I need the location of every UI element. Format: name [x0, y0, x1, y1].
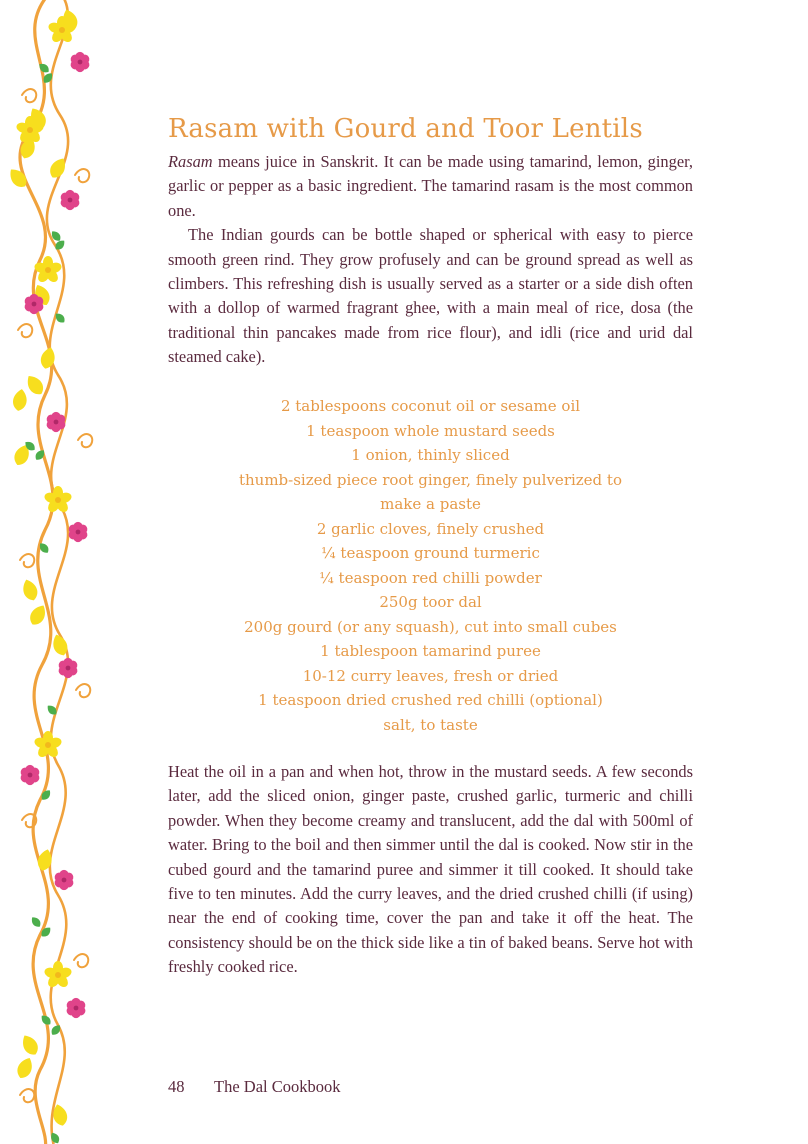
ingredient-text: ¼ teaspoon ground turmeric [321, 544, 540, 562]
method-text: Heat the oil in a pan and when hot, throw in the mustard seeds. A few seconds later, add the sliced onion, ginger paste, crushed garlic, turmeric and chilli powder. When they become creamy and translucent, add the dal with 500ml of water. Bring to the boil and then simmer until the dal is cooked. Now stir in the cubed gourd and the tamarind puree and simmer it till cooked. It should take five to ten minutes. Add the curry leaves, and the dried crushed chilli (if using) near the end of cooking time, cover the pan and take it off the heat. The consistency should be on the thick side like a tin of baked beans. Serve hot with freshly cooked rice. [168, 762, 693, 977]
vine-tendril [18, 324, 32, 337]
vine-tendril [74, 954, 88, 967]
ingredient-item [168, 590, 693, 615]
ingredient-item [168, 615, 693, 640]
ingredient-text: ¼ teaspoon red chilli powder [319, 568, 542, 587]
ingredient-item [168, 664, 693, 689]
pink-flower-icon [65, 998, 87, 1018]
vine-tendril [75, 169, 89, 182]
intro-paragraph-2: The Indian gourds can be bottle shaped or spherical with easy to pierce smooth green rind. They grow profusely and can be ground spread as well as climbers. This refreshing dish is usually served as a starter or a side dish often with a dollop of warmed fragrant ghee, with a main meal of rice, dosa (the traditional thin pancakes made from rice flour), and idli (rice and urid dal steamed cake). [168, 225, 693, 367]
yellow-flower-icon [43, 961, 73, 989]
intro-lead-word: Rasam [168, 152, 213, 171]
pink-flower-icon [57, 658, 79, 678]
page-footer [168, 1077, 340, 1097]
ingredient-text: 250g toor dal [379, 593, 482, 611]
ingredient-text: 1 tablespoon tamarind puree [320, 642, 541, 660]
yellow-flower-icon [43, 486, 73, 514]
yellow-petal-icon [6, 165, 30, 191]
green-leaf-icon [29, 915, 42, 929]
ingredient-text: 1 teaspoon dried crushed red chilli (optional) [258, 691, 603, 709]
yellow-petal-icon [11, 388, 28, 412]
ingredient-item [168, 688, 693, 713]
ingredient-item [168, 639, 693, 664]
yellow-petal-icon [14, 1055, 36, 1081]
intro-paragraph-1 [168, 150, 693, 223]
pink-flower-icon [53, 870, 75, 890]
vine-tendril [20, 554, 34, 567]
ingredient-text: 10-12 curry leaves, fresh or dried [302, 666, 559, 685]
vine-tendril [76, 684, 90, 697]
intro-text [168, 150, 693, 370]
ingredient-text: 2 tablespoons coconut oil or sesame oil [280, 397, 581, 415]
ingredient-text: salt, to taste [383, 715, 478, 734]
page-number: 48 [168, 1077, 185, 1096]
ingredient-item [168, 443, 693, 468]
yellow-petal-icon [19, 1032, 42, 1058]
intro-paragraph-1-text: means juice in Sanskrit. It can be made using tamarind, lemon, ginger, garlic or pepper as a basic ingredient. The tamarind rasam is the most common one. [168, 152, 693, 220]
ingredient-item [168, 517, 693, 542]
ingredient-item [168, 566, 693, 591]
pink-flower-icon [67, 522, 89, 542]
ingredient-text: 200g gourd (or any squash), cut into small cubes [244, 617, 617, 636]
yellow-petal-icon [23, 372, 47, 398]
ingredient-text: thumb-sized piece root ginger, finely pulverized to make a paste [238, 470, 622, 513]
ingredient-list [168, 394, 693, 737]
ingredient-item [168, 394, 693, 419]
ingredient-text: 2 garlic cloves, finely crushed [316, 519, 545, 538]
yellow-flower-icon [33, 256, 63, 284]
vine-tendril [22, 89, 36, 102]
page-title: Rasam with Gourd and Toor Lentils [168, 114, 643, 144]
ingredient-item [168, 419, 693, 444]
ingredient-item [168, 713, 693, 738]
yellow-petal-icon [20, 577, 40, 602]
vine-tendril [20, 1089, 34, 1102]
pink-flower-icon [69, 52, 91, 72]
ingredient-text: 1 teaspoon whole mustard seeds [306, 421, 555, 440]
ingredient-item [168, 468, 693, 517]
vine-tendril [78, 434, 92, 447]
ingredient-item [168, 541, 693, 566]
book-title: The Dal Cookbook [214, 1077, 341, 1096]
ingredient-text: 1 onion, thinly sliced [351, 446, 510, 464]
pink-flower-icon [19, 765, 41, 785]
pink-flower-icon [59, 190, 81, 210]
floral-vine-border [0, 0, 100, 1144]
